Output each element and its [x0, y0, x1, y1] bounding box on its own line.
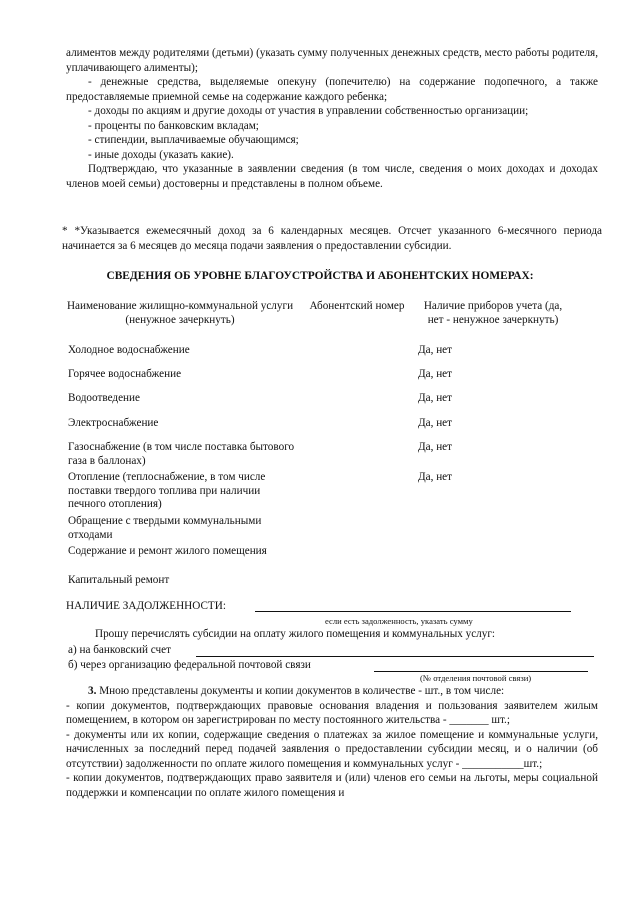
service-capital-repair: Капитальный ремонт: [68, 574, 170, 586]
documents-payments: - документы или их копии, содержащие сведения о платежах за жилое помещение и коммунальные услуги, начисленных за последний перед подачей заявления о предоставлении субсидии месяц, и о наличии (об отсутствии) задолженности по оплате жилого помещения и коммунальных услуг - ___________шт.;: [66, 728, 598, 770]
debt-amount-field[interactable]: [255, 611, 571, 612]
documents-number: 3.: [88, 685, 97, 697]
meter-sewerage: Да, нет: [418, 392, 453, 404]
paragraph-confirmation: Подтверждаю, что указанные в заявлении сведения (в том числе, сведения о моих доходах и доходах членов моей семьи) достоверны и представлены в полном объеме.: [66, 163, 598, 190]
paragraph-alimony: алиментов между родителями (детьми) (указать сумму полученных денежных средств, место работы родителя, уплачивающего алименты);: [66, 47, 598, 74]
paragraph-deposit-interest: - проценты по банковским вкладам;: [88, 119, 259, 132]
income-list: [66, 46, 598, 191]
header-meters: Наличие приборов учета (да, нет - ненужное зачеркнуть): [423, 300, 563, 326]
post-office-field[interactable]: [374, 671, 588, 672]
header-account: Абонентский номер: [309, 300, 405, 312]
service-hot-water: Горячее водоснабжение: [68, 368, 182, 380]
documents-section: [66, 684, 598, 800]
paragraph-shares-income: - доходы по акциям и другие доходы от участия в управлении собственностью организации;: [88, 105, 529, 117]
debt-hint: если есть задолженность, указать сумму: [325, 616, 473, 626]
documents-intro: [66, 684, 598, 699]
meter-electricity: Да, нет: [418, 417, 453, 429]
meter-cold-water: Да, нет: [418, 344, 453, 356]
debt-label: НАЛИЧИЕ ЗАДОЛЖЕННОСТИ:: [66, 600, 226, 612]
documents-benefits: - копии документов, подтверждающих право заявителя и (или) членов его семьи на льготы, меры социальной поддержки и компенсации по оплате жилого помещения и: [66, 772, 598, 799]
meter-heating: Да, нет: [418, 471, 453, 483]
paragraph-guardian-funds: - денежные средства, выделяемые опекуну (попечителю) на содержание подопечного, а также предоставляемые приемной семье на содержание каждого ребенка;: [66, 76, 598, 103]
service-gas: Газоснабжение (в том числе поставка бытового газа в баллонах): [68, 441, 295, 467]
paragraph-other-income: - иные доходы (указать какие).: [88, 148, 234, 161]
header-service: Наименование жилищно-коммунальной услуги (ненужное зачеркнуть): [66, 300, 294, 326]
section-title: СВЕДЕНИЯ ОБ УРОВНЕ БЛАГОУСТРОЙСТВА И АБОНЕНТСКИХ НОМЕРАХ:: [106, 270, 534, 282]
bank-account-field[interactable]: [196, 656, 594, 657]
service-heating: Отопление (теплоснабжение, в том числе поставки твердого топлива при наличии печного отопления): [68, 471, 266, 510]
meter-gas: Да, нет: [418, 441, 453, 453]
footnote: * *Указывается ежемесячный доход за 6 календарных месяцев. Отсчет указанного 6-месячного периода начинается за 6 месяцев до месяца подачи заявления о предоставлении субсидии.: [62, 225, 602, 252]
option-post: б) через организацию федеральной почтовой связи: [68, 659, 311, 671]
service-waste: Обращение с твердыми коммунальными отходами: [68, 515, 262, 541]
post-hint: (№ отделения почтовой связи): [420, 673, 532, 683]
service-electricity: Электроснабжение: [68, 417, 159, 429]
paragraph-stipends: - стипендии, выплачиваемые обучающимся;: [88, 134, 299, 146]
service-maintenance: Содержание и ремонт жилого помещения: [68, 545, 267, 557]
meter-hot-water: Да, нет: [418, 368, 453, 380]
option-bank: а) на банковский счет: [68, 644, 171, 656]
transfer-request: Прошу перечислять субсидии на оплату жилого помещения и коммунальных услуг:: [95, 628, 496, 640]
documents-ownership: - копии документов, подтверждающих правовые основания владения и пользования заявителем жилым помещением, в котором он зарегистрирован по месту постоянного жительства - _______ шт.;: [66, 699, 598, 726]
service-sewerage: Водоотведение: [68, 392, 140, 404]
service-cold-water: Холодное водоснабжение: [68, 344, 190, 356]
documents-intro-text: Мною представлены документы и копии документов в количестве - шт., в том числе:: [96, 685, 505, 697]
